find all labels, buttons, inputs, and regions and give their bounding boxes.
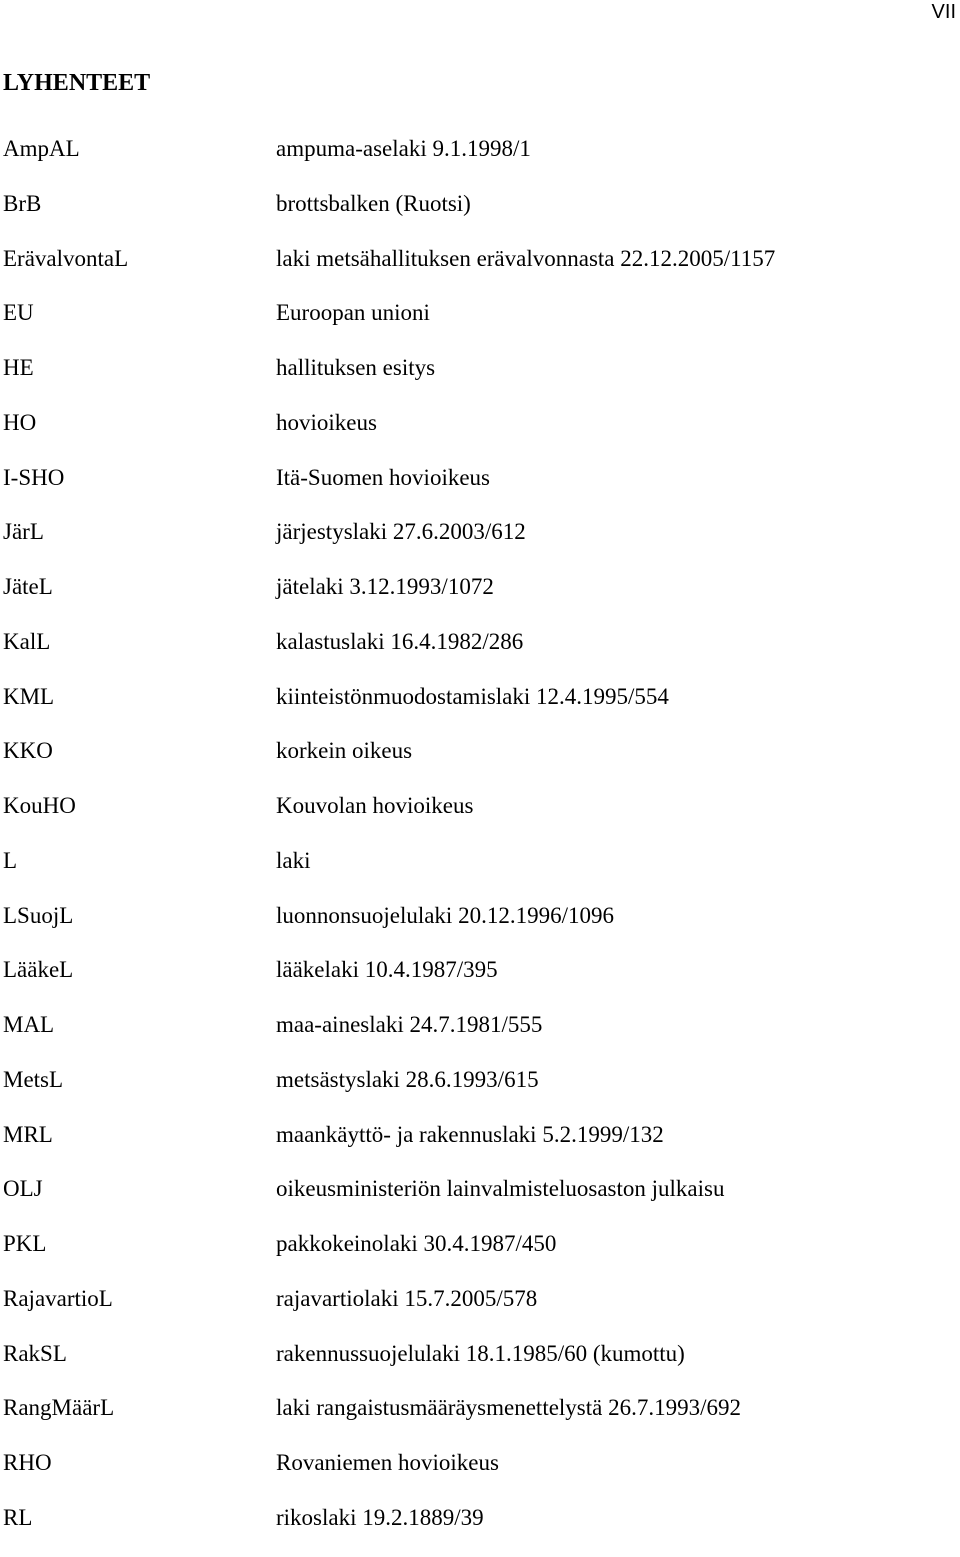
abbreviation: HE — [3, 355, 34, 380]
abbreviation-meaning: lääkelaki 10.4.1987/395 — [276, 957, 498, 983]
abbreviation-meaning: korkein oikeus — [276, 738, 413, 764]
list-item — [3, 1009, 775, 1064]
abbreviation-meaning: ampuma-aselaki 9.1.1998/1 — [276, 136, 531, 161]
list-item — [3, 188, 775, 243]
list-item — [3, 790, 775, 845]
abbreviation: KML — [3, 683, 55, 709]
abbreviation: RangMäärL — [3, 1395, 115, 1421]
abbreviation-meaning: kiinteistönmuodostamislaki 12.4.1995/554 — [276, 683, 669, 709]
abbreviation-meaning: metsästyslaki 28.6.1993/615 — [276, 1066, 539, 1092]
abbreviation-meaning: brottsbalken (Ruotsi) — [276, 190, 471, 216]
list-item — [3, 1502, 775, 1557]
abbreviation-meaning: laki rangaistusmääräysmenettelystä 26.7.1993/692 — [276, 1395, 741, 1421]
list-item — [3, 243, 775, 298]
abbreviation-meaning: hallituksen esitys — [276, 355, 436, 380]
abbreviation-list — [3, 133, 775, 1557]
abbreviation: KouHO — [3, 793, 76, 818]
list-item — [3, 735, 775, 790]
list-item — [3, 954, 775, 1009]
abbreviation-meaning: rikoslaki 19.2.1889/39 — [276, 1504, 484, 1530]
list-item — [3, 900, 775, 955]
abbreviation-meaning: Itä-Suomen hovioikeus — [276, 464, 490, 490]
list-item — [3, 133, 775, 188]
abbreviation: KalL — [3, 628, 51, 654]
abbreviation-meaning: kalastuslaki 16.4.1982/286 — [276, 628, 524, 654]
abbreviation-meaning: hovioikeus — [276, 409, 377, 435]
abbreviation: HO — [3, 409, 37, 435]
abbreviation-meaning: järjestyslaki 27.6.2003/612 — [276, 519, 526, 545]
list-item — [3, 407, 775, 462]
abbreviation: L — [3, 847, 18, 873]
abbreviation: LSuojL — [3, 902, 74, 928]
abbreviation: RakSL — [3, 1340, 67, 1366]
list-item — [3, 1064, 775, 1119]
abbreviation-meaning: pakkokeinolaki 30.4.1987/450 — [276, 1231, 557, 1256]
list-item — [3, 1338, 775, 1393]
abbreviation: KKO — [3, 738, 53, 764]
abbreviation: RHO — [3, 1450, 52, 1475]
list-item — [3, 681, 775, 736]
list-item — [3, 1283, 775, 1338]
abbreviation: PKL — [3, 1231, 47, 1256]
abbreviation-meaning: laki — [276, 847, 311, 873]
abbreviation: AmpAL — [3, 136, 80, 161]
list-item — [3, 516, 775, 571]
abbreviation-meaning: maa-aineslaki 24.7.1981/555 — [276, 1012, 543, 1037]
abbreviation-meaning: rakennussuojelulaki 18.1.1985/60 (kumottu) — [276, 1340, 685, 1366]
abbreviation: JärL — [3, 519, 44, 545]
page-title: LYHENTEET — [3, 70, 151, 96]
list-item — [3, 297, 775, 352]
abbreviation-meaning: Kouvolan hovioikeus — [276, 793, 474, 818]
list-item — [3, 626, 775, 681]
abbreviation: I-SHO — [3, 464, 65, 490]
abbreviation: MRL — [3, 1121, 53, 1147]
abbreviation: MetsL — [3, 1066, 64, 1092]
abbreviation: JäteL — [3, 574, 53, 599]
abbreviation-meaning: Rovaniemen hovioikeus — [276, 1450, 499, 1475]
abbreviation: EU — [3, 300, 34, 326]
abbreviation: OLJ — [3, 1176, 43, 1202]
abbreviation: RL — [3, 1504, 33, 1530]
abbreviation: RajavartioL — [3, 1285, 113, 1311]
list-item — [3, 571, 775, 626]
abbreviation-meaning: jätelaki 3.12.1993/1072 — [276, 574, 494, 599]
list-item — [3, 845, 775, 900]
list-item — [3, 1119, 775, 1174]
list-item — [3, 462, 775, 517]
abbreviation-meaning: Euroopan unioni — [276, 300, 430, 326]
page-number: VII — [931, 1, 956, 23]
list-item — [3, 352, 775, 407]
list-item — [3, 1228, 775, 1283]
abbreviation-meaning: laki metsähallituksen erävalvonnasta 22.12.2005/1157 — [276, 245, 776, 271]
abbreviation-meaning: rajavartiolaki 15.7.2005/578 — [276, 1285, 538, 1311]
abbreviation: MAL — [3, 1012, 55, 1037]
abbreviation: BrB — [3, 190, 42, 216]
list-item — [3, 1392, 775, 1447]
abbreviation-meaning: oikeusministeriön lainvalmisteluosaston julkaisu — [276, 1176, 725, 1202]
list-item — [3, 1173, 775, 1228]
abbreviation-meaning: luonnonsuojelulaki 20.12.1996/1096 — [276, 902, 614, 928]
abbreviation: LääkeL — [3, 957, 74, 983]
list-item — [3, 1447, 775, 1502]
abbreviation: ErävalvontaL — [3, 245, 129, 271]
abbreviation-meaning: maankäyttö- ja rakennuslaki 5.2.1999/132 — [276, 1121, 664, 1147]
